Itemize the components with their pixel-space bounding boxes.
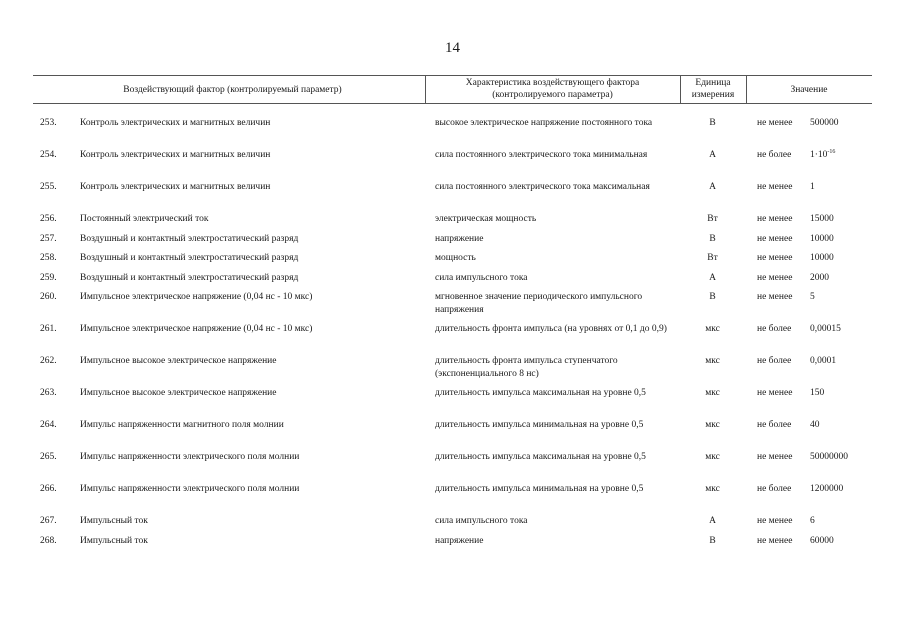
header-characteristic-line2: (контролируемого параметра) xyxy=(492,90,613,100)
header-divider xyxy=(425,75,426,103)
table-row xyxy=(0,117,905,149)
table-row xyxy=(0,252,905,272)
row-number: 258. xyxy=(40,253,57,263)
row-value: 500000 xyxy=(810,118,839,128)
row-value: 60000 xyxy=(810,535,834,546)
row-characteristic: электрическая мощность xyxy=(435,214,537,224)
table-row xyxy=(0,149,905,181)
row-factor: Импульс напряженности магнитного поля молнии xyxy=(80,420,284,430)
header-factor: Воздействующий фактор (контролируемый параметр) xyxy=(123,85,342,95)
row-value: 6 xyxy=(810,516,815,526)
row-comparison: не более xyxy=(757,324,792,334)
row-unit: В xyxy=(709,118,716,128)
row-value: 1200000 xyxy=(810,484,844,494)
row-unit: А xyxy=(709,272,716,283)
row-factor: Контроль электрических и магнитных величин xyxy=(80,182,271,192)
row-comparison: не менее xyxy=(757,452,793,462)
table-row xyxy=(0,451,905,483)
row-factor: Воздушный и контактный электростатический разряд xyxy=(80,272,299,283)
row-value: 40 xyxy=(810,420,820,430)
table-row xyxy=(0,387,905,419)
header-characteristic-line1: Характеристика воздействующего фактора xyxy=(465,78,640,88)
row-comparison: не менее xyxy=(757,388,793,398)
row-value: 0,0001 xyxy=(810,356,837,366)
row-factor: Контроль электрических и магнитных величин xyxy=(80,150,271,160)
row-characteristic: длительность импульса максимальная на уровне 0,5 xyxy=(435,388,646,398)
row-factor: Импульсное электрическое напряжение (0,04 нс - 10 мкс) xyxy=(80,292,313,302)
row-comparison: не менее xyxy=(757,118,793,128)
table-row xyxy=(0,213,905,233)
header-unit xyxy=(680,77,746,101)
row-comparison: не менее xyxy=(757,253,793,263)
row-characteristic: сила импульсного тока xyxy=(435,272,528,283)
row-characteristic: длительность фронта импульса ступенчатого (экспоненциального 8 нс) xyxy=(435,356,618,379)
row-characteristic: длительность импульса максимальная на уровне 0,5 xyxy=(435,452,646,462)
row-number: 266. xyxy=(40,484,57,494)
header-divider xyxy=(746,75,747,103)
row-value: 10000 xyxy=(810,253,834,263)
row-comparison: не более xyxy=(757,420,792,430)
row-value: 5 xyxy=(810,292,815,302)
row-unit: мкс xyxy=(705,420,720,430)
row-comparison: не более xyxy=(757,150,792,160)
row-factor: Импульсное электрическое напряжение (0,04 нс - 10 мкс) xyxy=(80,324,313,334)
row-unit: мкс xyxy=(705,356,720,366)
row-number: 257. xyxy=(40,234,57,244)
row-comparison: не менее xyxy=(757,516,793,526)
row-number: 267. xyxy=(40,516,57,526)
row-number: 268. xyxy=(40,535,57,546)
header-characteristic xyxy=(425,77,680,101)
row-value: 15000 xyxy=(810,214,834,224)
row-unit: Вт xyxy=(707,253,718,263)
row-unit: В xyxy=(709,234,716,244)
row-number: 253. xyxy=(40,118,57,128)
header-value: Значение xyxy=(790,85,828,95)
row-factor: Воздушный и контактный электростатический разряд xyxy=(80,253,299,263)
row-value: 50000000 xyxy=(810,452,848,462)
row-comparison: не более xyxy=(757,356,792,366)
row-unit: Вт xyxy=(707,214,718,224)
row-characteristic: сила постоянного электрического тока минимальная xyxy=(435,150,648,160)
row-characteristic: сила постоянного электрического тока максимальная xyxy=(435,182,650,192)
row-value: 2000 xyxy=(810,272,829,283)
row-number: 256. xyxy=(40,214,57,224)
row-number: 264. xyxy=(40,420,57,430)
row-unit: мкс xyxy=(705,452,720,462)
row-characteristic: длительность фронта импульса (на уровнях от 0,1 до 0,9) xyxy=(435,324,667,334)
row-factor: Контроль электрических и магнитных величин xyxy=(80,118,271,128)
table-row xyxy=(0,291,905,323)
row-unit: А xyxy=(709,516,716,526)
table-row xyxy=(0,419,905,451)
header-unit-line1: Единица xyxy=(695,78,731,88)
row-factor: Импульсный ток xyxy=(80,516,148,526)
row-value-exponent: -16 xyxy=(827,149,836,155)
row-unit: А xyxy=(709,182,716,192)
row-characteristic: мощность xyxy=(435,253,476,263)
row-number: 262. xyxy=(40,356,57,366)
row-number: 254. xyxy=(40,150,57,160)
table-row xyxy=(0,233,905,252)
row-comparison: не менее xyxy=(757,182,793,192)
header-unit-line2: измерения xyxy=(691,90,735,100)
row-factor: Импульсное высокое электрическое напряжение xyxy=(80,356,277,366)
row-unit: В xyxy=(709,535,716,546)
row-characteristic: напряжение xyxy=(435,234,484,244)
row-value: 0,00015 xyxy=(810,324,841,334)
row-factor: Импульс напряженности электрического поля молнии xyxy=(80,484,300,494)
row-unit: В xyxy=(709,292,716,302)
table-row xyxy=(0,355,905,387)
row-comparison: не более xyxy=(757,484,792,494)
table-row xyxy=(0,483,905,515)
row-number: 260. xyxy=(40,292,57,302)
row-number: 263. xyxy=(40,388,57,398)
header-divider xyxy=(680,75,681,103)
row-comparison: не менее xyxy=(757,292,793,302)
row-characteristic: мгновенное значение периодического импульсного напряжения xyxy=(435,292,643,315)
row-unit: А xyxy=(709,150,716,160)
row-unit: мкс xyxy=(705,484,720,494)
table-row xyxy=(0,515,905,535)
table-header-rule xyxy=(33,103,872,104)
row-value-base: 1·10 xyxy=(810,150,828,160)
row-unit: мкс xyxy=(705,324,720,334)
table-row xyxy=(0,323,905,355)
row-comparison: не менее xyxy=(757,234,793,244)
row-characteristic: длительность импульса минимальная на уровне 0,5 xyxy=(435,420,644,430)
row-value: 10000 xyxy=(810,234,834,244)
row-number: 265. xyxy=(40,452,57,462)
row-unit: мкс xyxy=(705,388,720,398)
row-number: 261. xyxy=(40,324,57,334)
table-row xyxy=(0,535,905,555)
row-factor: Постоянный электрический ток xyxy=(80,214,209,224)
row-value: 150 xyxy=(810,388,825,398)
row-comparison: не менее xyxy=(757,214,793,224)
table-row xyxy=(0,272,905,292)
row-number: 255. xyxy=(40,182,57,192)
page-number: 14 xyxy=(445,40,460,56)
table-row xyxy=(0,181,905,213)
row-factor: Воздушный и контактный электростатический разряд xyxy=(80,234,299,244)
row-factor: Импульсный ток xyxy=(80,535,148,546)
row-value xyxy=(810,149,870,162)
row-characteristic: высокое электрическое напряжение постоянного тока xyxy=(435,118,653,128)
row-value: 1 xyxy=(810,182,815,192)
row-factor: Импульс напряженности электрического поля молнии xyxy=(80,452,300,462)
row-characteristic: сила импульсного тока xyxy=(435,516,528,526)
table-body xyxy=(0,117,905,555)
row-characteristic: длительность импульса минимальная на уровне 0,5 xyxy=(435,484,644,494)
row-number: 259. xyxy=(40,272,57,283)
row-characteristic: напряжение xyxy=(435,535,484,546)
row-factor: Импульсное высокое электрическое напряжение xyxy=(80,388,277,398)
row-comparison: не менее xyxy=(757,272,793,283)
row-comparison: не менее xyxy=(757,535,793,546)
